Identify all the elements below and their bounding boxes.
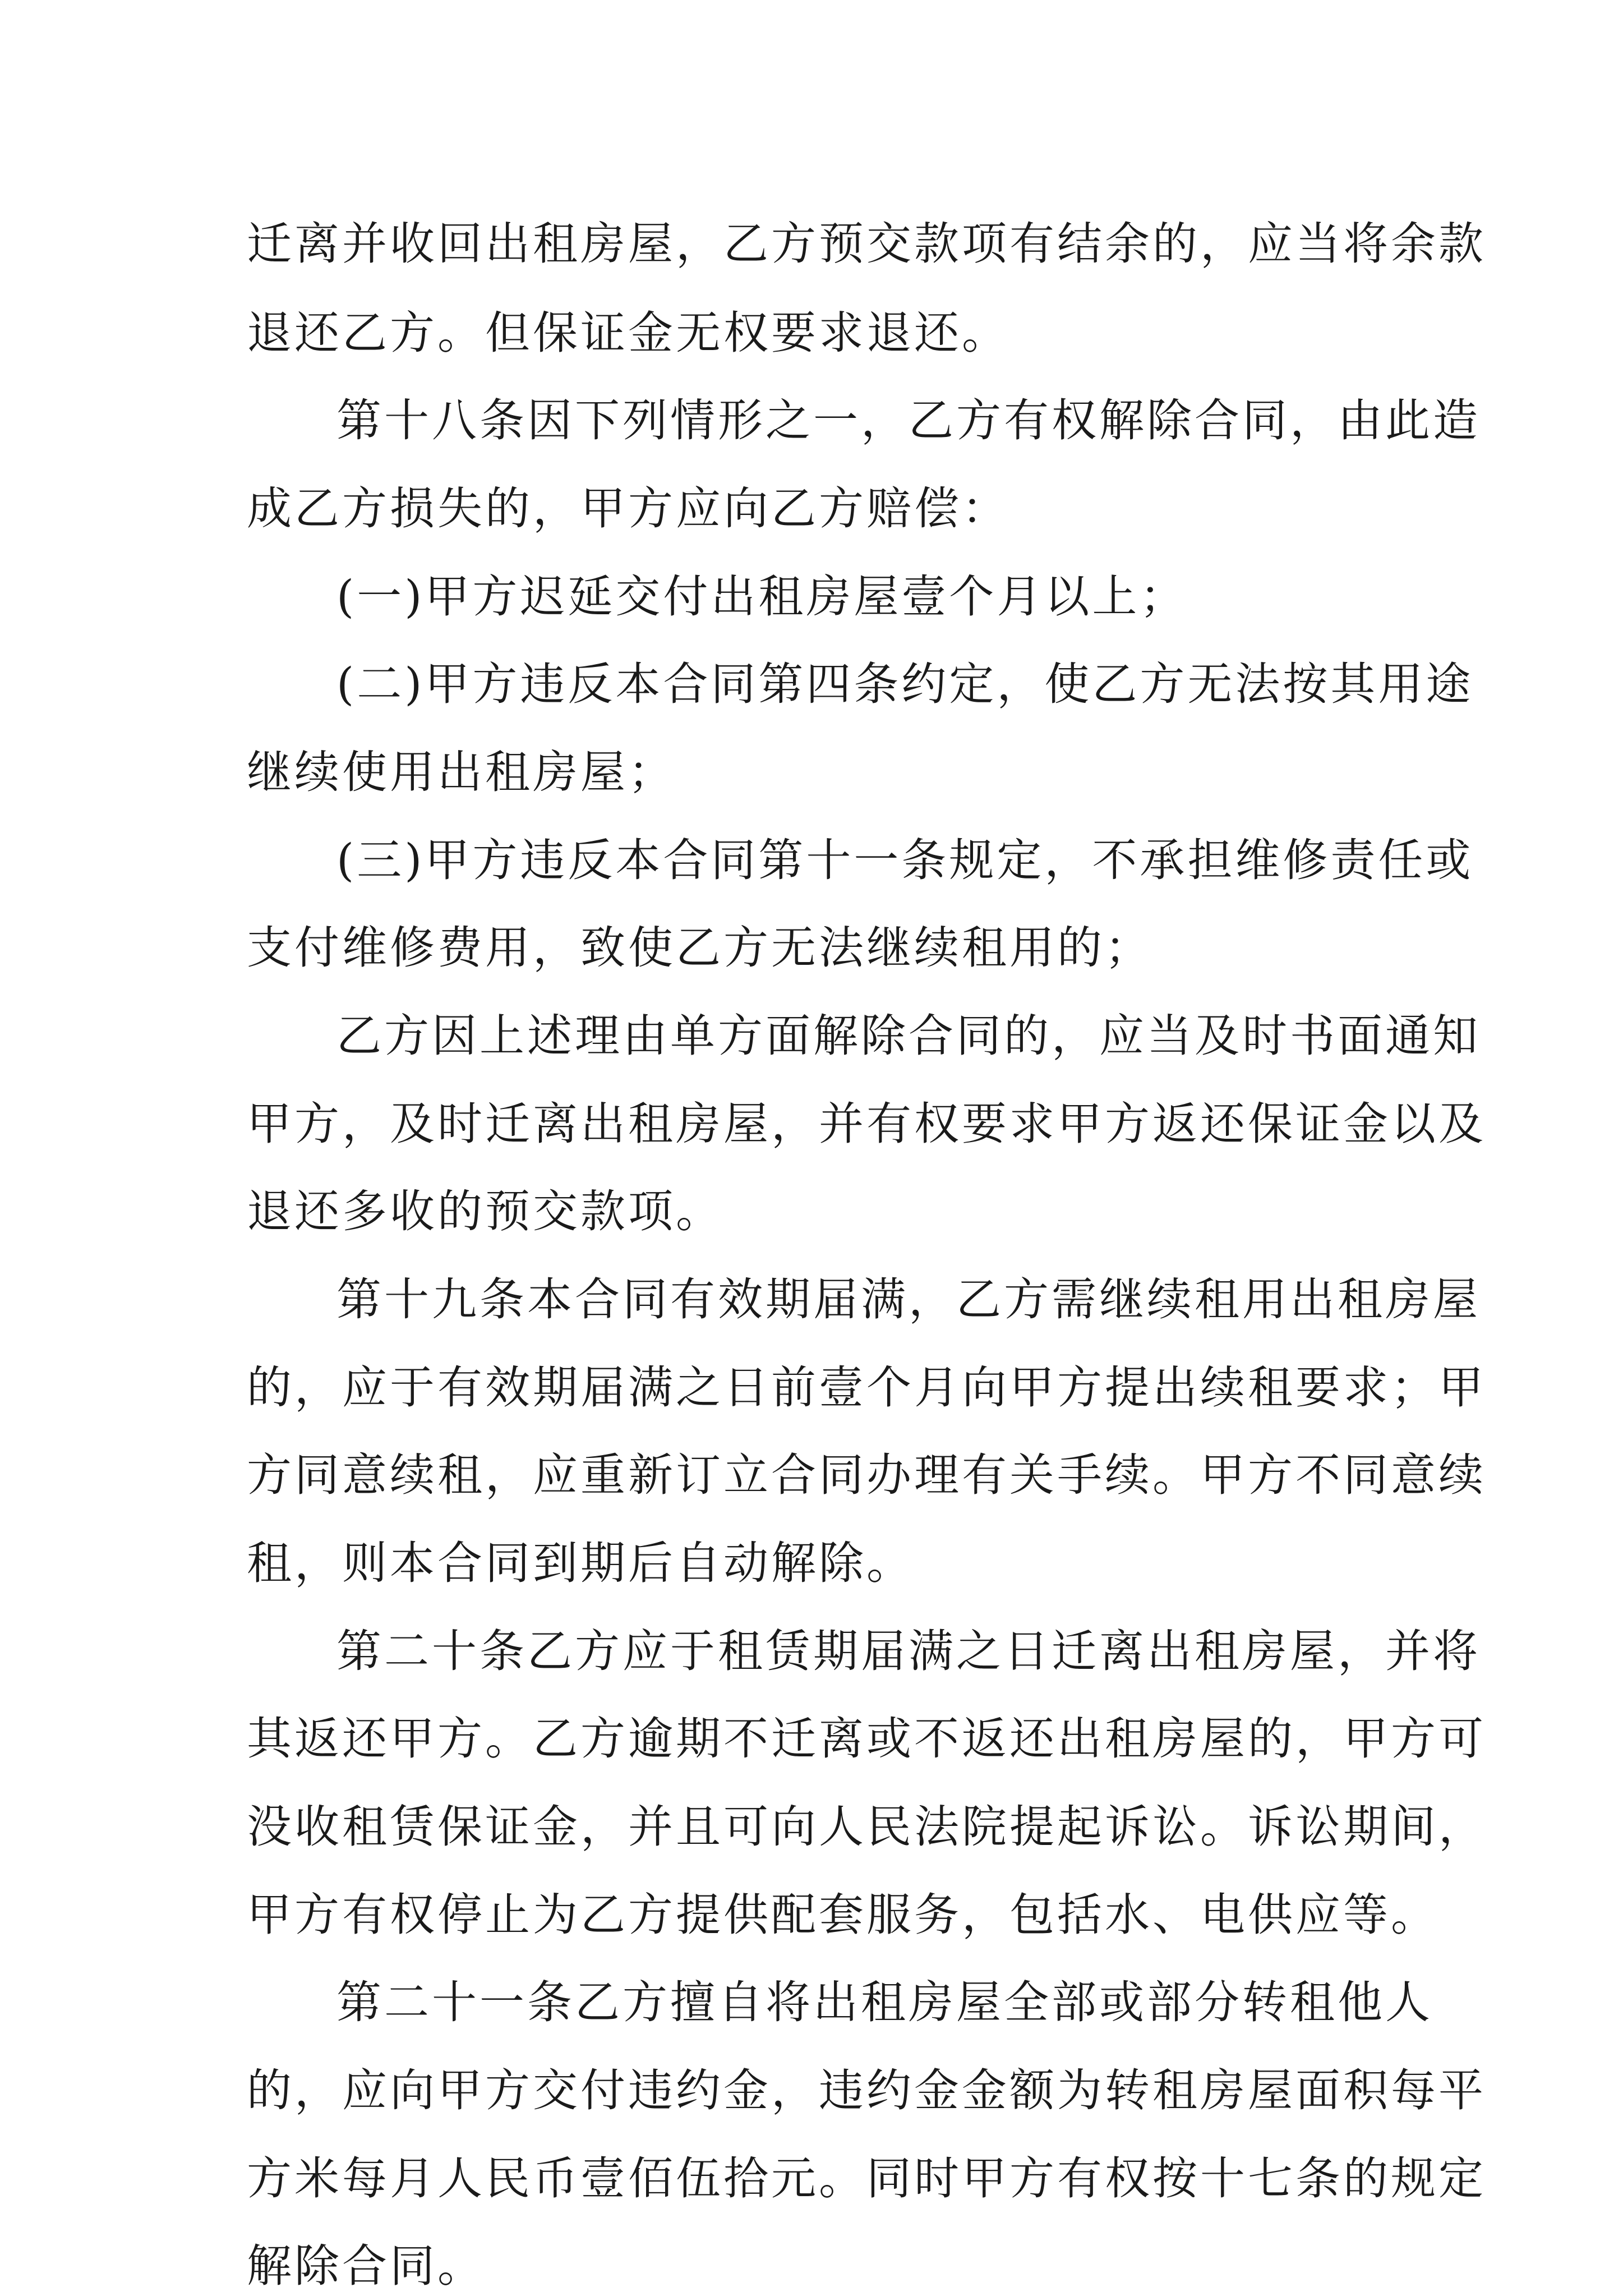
text-line: 方米每月人民币壹佰伍拾元。同时甲方有权按十七条的规定 bbox=[247, 2152, 1486, 2205]
text-line: 租，则本合同到期后自动解除。 bbox=[247, 1537, 914, 1589]
text-line: 退还多收的预交款项。 bbox=[247, 1185, 723, 1237]
text-line: 甲方有权停止为乙方提供配套服务，包括水、电供应等。 bbox=[247, 1889, 1438, 1941]
text-line: 甲方，及时迁离出租房屋，并有权要求甲方返还保证金以及 bbox=[247, 1098, 1486, 1150]
text-line: 其返还甲方。乙方逾期不迁离或不返还出租房屋的，甲方可 bbox=[247, 1713, 1486, 1765]
text-line: (二)甲方违反本合同第四条约定，使乙方无法按其用途 bbox=[336, 658, 1474, 710]
text-line: 支付维修费用，致使乙方无法继续租用的； bbox=[247, 922, 1152, 974]
text-line: (三)甲方违反本合同第十一条规定，不承担维修责任或 bbox=[336, 834, 1474, 886]
text-line: 继续使用出租房屋； bbox=[247, 746, 676, 798]
text-line: 没收租赁保证金，并且可向人民法院提起诉讼。诉讼期间， bbox=[247, 1801, 1486, 1853]
text-line: 第二十条乙方应于租赁期届满之日迁离出租房屋，并将 bbox=[336, 1625, 1481, 1677]
text-line: 第十八条因下列情形之一，乙方有权解除合同，由此造 bbox=[336, 394, 1481, 447]
text-line: 迁离并收回出租房屋，乙方预交款项有结余的，应当将余款 bbox=[247, 218, 1486, 270]
text-line: 乙方因上述理由单方面解除合同的，应当及时书面通知 bbox=[336, 1010, 1481, 1062]
text-line: 方同意续租，应重新订立合同办理有关手续。甲方不同意续 bbox=[247, 1449, 1486, 1501]
text-line: 的，应向甲方交付违约金，违约金金额为转租房屋面积每平 bbox=[247, 2064, 1486, 2116]
text-line: 的，应于有效期届满之日前壹个月向甲方提出续租要求；甲 bbox=[247, 1361, 1486, 1414]
text-line: 成乙方损失的，甲方应向乙方赔偿： bbox=[247, 482, 1009, 535]
text-line: 解除合同。 bbox=[247, 2240, 485, 2292]
text-line: 第十九条本合同有效期届满，乙方需继续租用出租房屋 bbox=[336, 1273, 1481, 1326]
text-line: 第二十一条乙方擅自将出租房屋全部或部分转租他人 bbox=[336, 1976, 1433, 2028]
text-line: 退还乙方。但保证金无权要求退还。 bbox=[247, 307, 1009, 359]
text-line: (一)甲方迟延交付出租房屋壹个月以上； bbox=[336, 570, 1188, 623]
